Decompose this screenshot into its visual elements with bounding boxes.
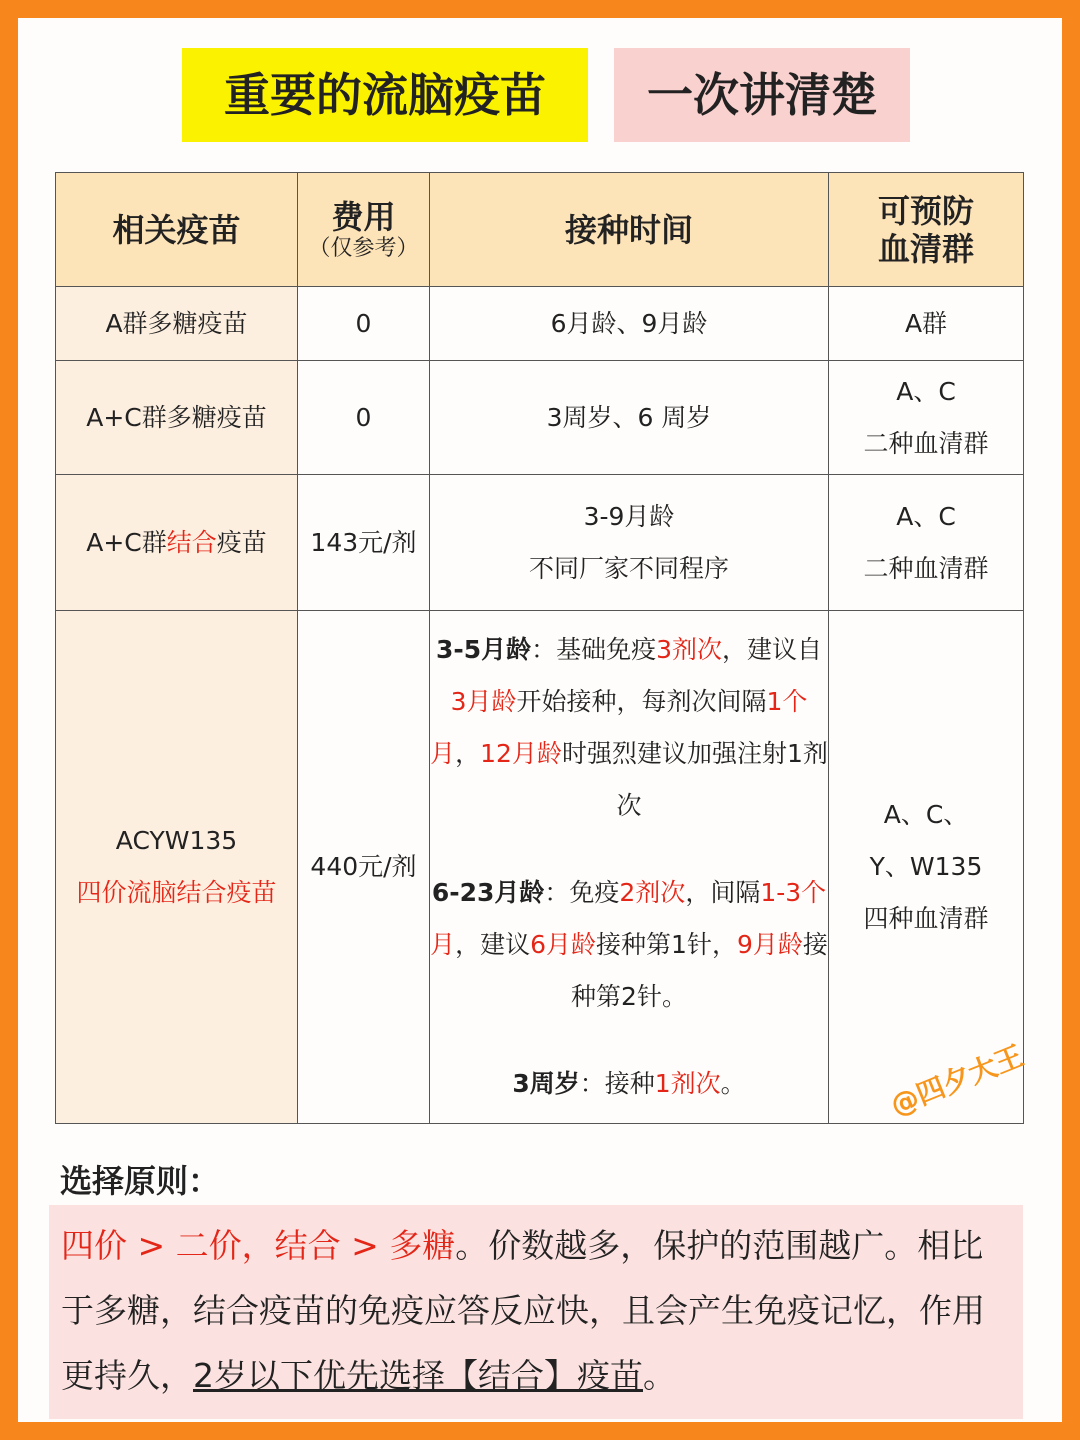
principle-text: 。价数越多，保护的范围越广。相比于多糖，结合疫苗的免疫应答反应快，且会产生免疫记忆，作用更持久， xyxy=(61,1226,985,1395)
text: 时强烈建议加强注射1剂次 xyxy=(561,739,828,820)
text: 开始接种，每剂次间隔 xyxy=(516,687,767,716)
text: ：基础免疫 xyxy=(531,635,657,664)
header-cost-note: （仅参考） xyxy=(308,235,419,261)
text: 接种第2针。 xyxy=(571,930,828,1011)
schedule-line: 3-9月龄 xyxy=(583,501,675,531)
table-row xyxy=(56,287,1024,361)
age-range: 3-5月龄 xyxy=(435,635,532,664)
cell-schedule xyxy=(430,475,829,611)
text: ，建议自 xyxy=(722,635,823,664)
cell-serogroups xyxy=(829,611,1028,1124)
serogroups-line: 二种血清群 xyxy=(863,553,989,583)
header-serogroups-line2: 血清群 xyxy=(877,229,974,268)
header-vaccine: 相关疫苗 xyxy=(56,173,298,287)
schedule-paragraph xyxy=(430,624,828,832)
highlight: 2剂次 xyxy=(619,878,686,907)
principle-title: 选择原则： xyxy=(60,1162,221,1200)
highlight: 3月龄 xyxy=(450,687,517,716)
schedule-paragraph xyxy=(430,1058,828,1110)
serogroups-line: 四种血清群 xyxy=(863,904,989,933)
cell-schedule: 3周岁、6 周岁 xyxy=(430,361,829,475)
cell-cost: 0 xyxy=(298,287,430,361)
title-row xyxy=(18,48,1062,142)
cell-serogroups: A群 xyxy=(829,287,1024,361)
table-row xyxy=(56,611,1024,1124)
vaccine-table xyxy=(55,172,1028,1124)
vaccine-suffix: 疫苗 xyxy=(216,527,267,557)
principle-box xyxy=(49,1205,1023,1419)
vaccine-line: ACYW135 xyxy=(115,826,238,855)
header-cost xyxy=(298,173,430,287)
header-serogroups xyxy=(829,173,1024,287)
header-serogroups-line1: 可预防 xyxy=(877,191,974,230)
highlight: 1剂次 xyxy=(654,1069,721,1098)
highlight: 12月龄 xyxy=(480,739,562,768)
cell-vaccine xyxy=(56,611,298,1124)
text: ：接种 xyxy=(579,1069,655,1098)
table-row xyxy=(56,361,1024,475)
cell-schedule-detail xyxy=(430,611,829,1124)
highlight: 6月龄 xyxy=(530,930,597,959)
page-subtitle: 一次讲清楚 xyxy=(614,48,910,142)
serogroups-line: Y、W135 xyxy=(869,852,983,881)
text: ， xyxy=(455,739,481,768)
text: ：免疫 xyxy=(544,878,620,907)
header-schedule: 接种时间 xyxy=(430,173,829,287)
table-row xyxy=(56,475,1024,611)
cell-cost: 143元/剂 xyxy=(298,475,430,611)
highlight: 1-3个月 xyxy=(430,878,827,959)
serogroups-line: A、C、 xyxy=(883,800,969,829)
cell-vaccine xyxy=(56,475,298,611)
cell-cost: 440元/剂 xyxy=(298,611,430,1124)
highlight: 3剂次 xyxy=(656,635,723,664)
age-range: 3周岁 xyxy=(512,1069,580,1098)
text: 。 xyxy=(720,1069,746,1098)
cell-serogroups xyxy=(829,361,1024,475)
cell-schedule: 6月龄、9月龄 xyxy=(430,287,829,361)
vaccine-prefix: A+C群 xyxy=(86,527,167,557)
serogroups-line: A、C xyxy=(896,376,956,406)
schedule-line: 不同厂家不同程序 xyxy=(528,553,729,583)
serogroups-line: A、C xyxy=(896,501,956,531)
vaccine-line-highlight: 四价流脑结合疫苗 xyxy=(76,878,277,907)
text: ，建议 xyxy=(455,930,531,959)
principle-end: 。 xyxy=(643,1356,676,1395)
highlight: 1个月 xyxy=(430,687,808,768)
cell-serogroups xyxy=(829,475,1024,611)
schedule-paragraph xyxy=(430,867,828,1023)
text: 接种第1针， xyxy=(596,930,737,959)
table-header-row xyxy=(56,173,1024,287)
author-watermark: @四夕大王 xyxy=(885,1039,1028,1123)
serogroups-line: 二种血清群 xyxy=(863,428,989,458)
cell-cost: 0 xyxy=(298,361,430,475)
header-cost-label: 费用 xyxy=(331,197,396,236)
highlight: 9月龄 xyxy=(736,930,803,959)
cell-vaccine: A群多糖疫苗 xyxy=(56,287,298,361)
principle-highlight: 四价 > 二价，结合 > 多糖 xyxy=(61,1226,456,1265)
page-title: 重要的流脑疫苗 xyxy=(182,48,588,142)
vaccine-highlight: 结合 xyxy=(166,527,217,557)
age-range: 6-23月龄 xyxy=(431,878,545,907)
text: ，间隔 xyxy=(685,878,761,907)
principle-underlined: 2岁以下优先选择【结合】疫苗 xyxy=(193,1356,643,1395)
cell-vaccine: A+C群多糖疫苗 xyxy=(56,361,298,475)
